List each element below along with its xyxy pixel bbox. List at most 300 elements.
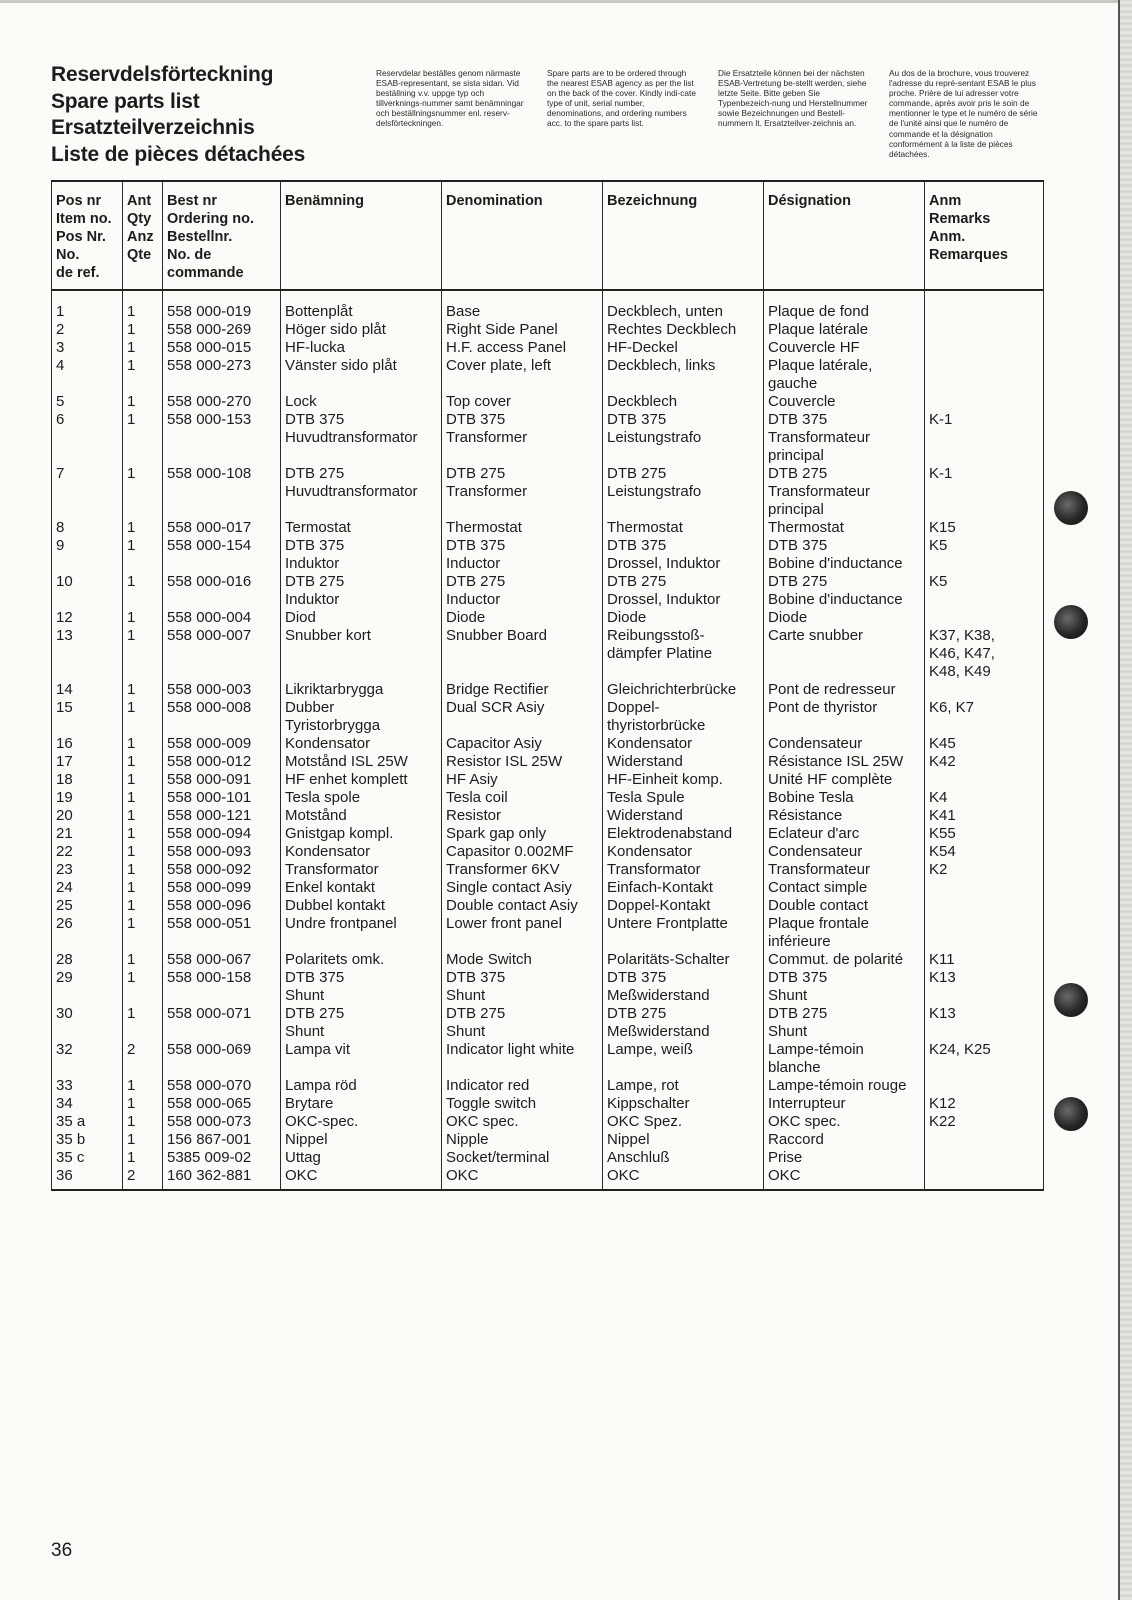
item-name-french: Plaque latérale	[764, 321, 925, 339]
item-position: 10	[52, 573, 123, 609]
item-name-english: DTB 275 Transformer	[442, 465, 603, 519]
item-name-french: DTB 275 Shunt	[764, 1005, 925, 1041]
item-quantity: 1	[123, 843, 163, 861]
item-name-german: Kondensator	[603, 843, 764, 861]
item-remarks: K24, K25	[925, 1041, 1044, 1077]
item-name-german: HF-Deckel	[603, 339, 764, 357]
item-quantity: 1	[123, 897, 163, 915]
table-row	[52, 1149, 1044, 1167]
item-position: 8	[52, 519, 123, 537]
item-name-german: Thermostat	[603, 519, 764, 537]
item-position: 33	[52, 1077, 123, 1095]
item-ordering-number: 558 000-067	[163, 951, 281, 969]
item-name-swedish: Transformator	[281, 861, 442, 879]
item-quantity: 1	[123, 753, 163, 771]
table-row	[52, 681, 1044, 699]
item-name-swedish: Termostat	[281, 519, 442, 537]
item-remarks: K11	[925, 951, 1044, 969]
table-row	[52, 1131, 1044, 1149]
item-name-swedish: Snubber kort	[281, 627, 442, 681]
item-ordering-number: 558 000-158	[163, 969, 281, 1005]
item-position: 35 a	[52, 1113, 123, 1131]
binding-strip	[1118, 0, 1132, 1600]
item-name-french: Eclateur d'arc	[764, 825, 925, 843]
item-name-english: Thermostat	[442, 519, 603, 537]
table-row	[52, 357, 1044, 393]
item-name-english: DTB 375 Shunt	[442, 969, 603, 1005]
item-position: 5	[52, 393, 123, 411]
item-name-swedish: Uttag	[281, 1149, 442, 1167]
item-position: 24	[52, 879, 123, 897]
punch-hole	[1054, 1097, 1088, 1131]
item-name-english: Nipple	[442, 1131, 603, 1149]
column-header-german-name: Bezeichnung	[603, 181, 764, 290]
item-name-german: Gleichrichterbrücke	[603, 681, 764, 699]
item-name-swedish: Vänster sido plåt	[281, 357, 442, 393]
item-position: 34	[52, 1095, 123, 1113]
item-position: 9	[52, 537, 123, 573]
item-quantity: 1	[123, 735, 163, 753]
item-ordering-number: 558 000-093	[163, 843, 281, 861]
item-ordering-number: 558 000-016	[163, 573, 281, 609]
item-name-german: Elektrodenabstand	[603, 825, 764, 843]
page-number: 36	[51, 1540, 73, 1561]
item-remarks	[925, 357, 1044, 393]
item-position: 6	[52, 411, 123, 465]
item-position: 7	[52, 465, 123, 519]
item-quantity: 1	[123, 627, 163, 681]
item-remarks: K42	[925, 753, 1044, 771]
item-name-swedish: DTB 375 Induktor	[281, 537, 442, 573]
column-header-swedish-name: Benämning	[281, 181, 442, 290]
item-name-english: Diode	[442, 609, 603, 627]
table-row	[52, 771, 1044, 789]
item-position: 29	[52, 969, 123, 1005]
item-name-english: Single contact Asiy	[442, 879, 603, 897]
item-name-swedish: Dubber Tyristorbrygga	[281, 699, 442, 735]
item-name-swedish: Enkel kontakt	[281, 879, 442, 897]
item-name-german: Widerstand	[603, 807, 764, 825]
item-name-swedish: Motstånd ISL 25W	[281, 753, 442, 771]
item-remarks	[925, 1077, 1044, 1095]
item-position: 18	[52, 771, 123, 789]
item-name-swedish: OKC-spec.	[281, 1113, 442, 1131]
punch-hole	[1054, 983, 1088, 1017]
item-ordering-number: 558 000-009	[163, 735, 281, 753]
item-position: 4	[52, 357, 123, 393]
item-name-german: DTB 375 Leistungstrafo	[603, 411, 764, 465]
item-name-french: DTB 375 Shunt	[764, 969, 925, 1005]
item-ordering-number: 160 362-881	[163, 1167, 281, 1190]
item-name-french: Lampe-témoin rouge	[764, 1077, 925, 1095]
item-name-french: DTB 275 Transformateur principal	[764, 465, 925, 519]
table-row	[52, 411, 1044, 465]
item-position: 13	[52, 627, 123, 681]
punch-hole	[1054, 605, 1088, 639]
item-name-swedish: Likriktarbrygga	[281, 681, 442, 699]
item-name-english: Resistor ISL 25W	[442, 753, 603, 771]
item-quantity: 1	[123, 771, 163, 789]
item-name-english: DTB 375 Transformer	[442, 411, 603, 465]
table-row	[52, 843, 1044, 861]
item-remarks: K13	[925, 969, 1044, 1005]
item-name-swedish: DTB 375 Shunt	[281, 969, 442, 1005]
item-name-english: Transformer 6KV	[442, 861, 603, 879]
item-name-french: Résistance ISL 25W	[764, 753, 925, 771]
item-ordering-number: 558 000-091	[163, 771, 281, 789]
item-name-english: Indicator red	[442, 1077, 603, 1095]
item-name-german: DTB 375 Drossel, Induktor	[603, 537, 764, 573]
item-name-swedish: DTB 275 Shunt	[281, 1005, 442, 1041]
table-row	[52, 519, 1044, 537]
item-remarks: K37, K38, K46, K47, K48, K49	[925, 627, 1044, 681]
item-quantity: 1	[123, 609, 163, 627]
ordering-note-french: Au dos de la brochure, vous trouverez l'adresse du repré-sentant ESAB le plus proche. Prière de lui adresser votre commande, après avoir pris le soin de mentionner le type et le numéro de série de l'unité ainsi que le numéro de commande et la désignation conformément à la liste de pièces détachées.	[889, 68, 1038, 159]
title-german: Ersatzteilverzeichnis	[51, 116, 255, 139]
item-name-swedish: Brytare	[281, 1095, 442, 1113]
item-remarks	[925, 879, 1044, 897]
item-name-swedish: Lampa vit	[281, 1041, 442, 1077]
item-ordering-number: 558 000-017	[163, 519, 281, 537]
item-name-german: Doppel-Kontakt	[603, 897, 764, 915]
item-remarks: K-1	[925, 411, 1044, 465]
punch-hole	[1054, 491, 1088, 525]
item-remarks: K5	[925, 537, 1044, 573]
item-ordering-number: 558 000-092	[163, 861, 281, 879]
item-name-swedish: DTB 275 Induktor	[281, 573, 442, 609]
item-ordering-number: 558 000-071	[163, 1005, 281, 1041]
item-name-german: Tesla Spule	[603, 789, 764, 807]
column-header-ordering-number: Best nr Ordering no. Bestellnr. No. de commande	[163, 181, 281, 290]
item-name-french: Pont de thyristor	[764, 699, 925, 735]
table-row	[52, 573, 1044, 609]
item-position: 36	[52, 1167, 123, 1190]
table-row	[52, 1041, 1044, 1077]
item-name-german: DTB 275 Drossel, Induktor	[603, 573, 764, 609]
item-position: 19	[52, 789, 123, 807]
item-remarks	[925, 1131, 1044, 1149]
item-name-english: Base	[442, 290, 603, 321]
table-row	[52, 699, 1044, 735]
item-remarks	[925, 1167, 1044, 1190]
item-name-english: Bridge Rectifier	[442, 681, 603, 699]
table-row	[52, 1077, 1044, 1095]
item-name-german: Anschluß	[603, 1149, 764, 1167]
table-body	[52, 290, 1044, 1190]
item-name-french: Plaque de fond	[764, 290, 925, 321]
item-position: 20	[52, 807, 123, 825]
item-quantity: 1	[123, 519, 163, 537]
item-quantity: 1	[123, 290, 163, 321]
item-name-swedish: Diod	[281, 609, 442, 627]
item-name-english: OKC	[442, 1167, 603, 1190]
item-remarks: K4	[925, 789, 1044, 807]
item-ordering-number: 558 000-073	[163, 1113, 281, 1131]
item-ordering-number: 558 000-065	[163, 1095, 281, 1113]
item-name-german: OKC	[603, 1167, 764, 1190]
item-name-english: Snubber Board	[442, 627, 603, 681]
item-name-french: DTB 375 Bobine d'inductance	[764, 537, 925, 573]
item-name-swedish: HF enhet komplett	[281, 771, 442, 789]
item-remarks: K45	[925, 735, 1044, 753]
item-name-german: DTB 275 Leistungstrafo	[603, 465, 764, 519]
item-ordering-number: 558 000-101	[163, 789, 281, 807]
item-quantity: 1	[123, 1095, 163, 1113]
item-name-swedish: Motstånd	[281, 807, 442, 825]
item-quantity: 2	[123, 1167, 163, 1190]
item-name-english: DTB 275 Shunt	[442, 1005, 603, 1041]
item-ordering-number: 558 000-012	[163, 753, 281, 771]
item-name-english: Lower front panel	[442, 915, 603, 951]
item-name-german: OKC Spez.	[603, 1113, 764, 1131]
item-name-english: HF Asiy	[442, 771, 603, 789]
item-name-french: Bobine Tesla	[764, 789, 925, 807]
item-name-german: HF-Einheit komp.	[603, 771, 764, 789]
item-name-english: Resistor	[442, 807, 603, 825]
item-name-german: Diode	[603, 609, 764, 627]
item-position: 35 c	[52, 1149, 123, 1167]
item-remarks: K12	[925, 1095, 1044, 1113]
item-name-english: Cover plate, left	[442, 357, 603, 393]
item-name-french: Diode	[764, 609, 925, 627]
ordering-note-swedish: Reservdelar beställes genom närmaste ESAB-representant, se sista sidan. Vid beställning v.v. uppge typ och tillverknings-nummer samt benämningar och beställningsnummer enl. reserv-delsförteckningen.	[376, 68, 524, 129]
item-ordering-number: 558 000-008	[163, 699, 281, 735]
item-remarks: K5	[925, 573, 1044, 609]
item-remarks	[925, 321, 1044, 339]
item-name-english: Dual SCR Asiy	[442, 699, 603, 735]
table-row	[52, 861, 1044, 879]
item-name-english: Spark gap only	[442, 825, 603, 843]
column-header-french-name: Désignation	[764, 181, 925, 290]
table-row	[52, 609, 1044, 627]
item-ordering-number: 558 000-004	[163, 609, 281, 627]
item-position: 35 b	[52, 1131, 123, 1149]
item-position: 22	[52, 843, 123, 861]
table-row	[52, 753, 1044, 771]
item-name-swedish: DTB 375 Huvudtransformator	[281, 411, 442, 465]
item-quantity: 1	[123, 1149, 163, 1167]
item-name-english: Indicator light white	[442, 1041, 603, 1077]
item-name-german: DTB 375 Meßwiderstand	[603, 969, 764, 1005]
table-row	[52, 969, 1044, 1005]
table-row	[52, 290, 1044, 321]
item-remarks: K-1	[925, 465, 1044, 519]
item-remarks: K2	[925, 861, 1044, 879]
item-quantity: 1	[123, 969, 163, 1005]
item-name-english: Tesla coil	[442, 789, 603, 807]
item-name-french: Condensateur	[764, 735, 925, 753]
item-name-swedish: Lampa röd	[281, 1077, 442, 1095]
item-quantity: 1	[123, 699, 163, 735]
table-row	[52, 825, 1044, 843]
item-name-french: Prise	[764, 1149, 925, 1167]
item-remarks	[925, 290, 1044, 321]
item-name-english: DTB 275 Inductor	[442, 573, 603, 609]
item-name-french: Thermostat	[764, 519, 925, 537]
table-header-row	[52, 181, 1044, 290]
item-name-german: Deckblech, links	[603, 357, 764, 393]
item-name-german: Widerstand	[603, 753, 764, 771]
item-name-french: Couvercle	[764, 393, 925, 411]
table-row	[52, 627, 1044, 681]
item-name-german: Deckblech	[603, 393, 764, 411]
item-remarks: K54	[925, 843, 1044, 861]
item-quantity: 1	[123, 1005, 163, 1041]
item-ordering-number: 558 000-015	[163, 339, 281, 357]
item-ordering-number: 558 000-003	[163, 681, 281, 699]
item-remarks	[925, 1149, 1044, 1167]
item-name-english: Toggle switch	[442, 1095, 603, 1113]
item-name-french: Commut. de polarité	[764, 951, 925, 969]
item-name-french: Contact simple	[764, 879, 925, 897]
item-remarks	[925, 609, 1044, 627]
item-remarks	[925, 771, 1044, 789]
item-ordering-number: 558 000-094	[163, 825, 281, 843]
item-remarks	[925, 681, 1044, 699]
item-position: 16	[52, 735, 123, 753]
table-row	[52, 321, 1044, 339]
item-name-german: DTB 275 Meßwiderstand	[603, 1005, 764, 1041]
table-row	[52, 735, 1044, 753]
item-ordering-number: 558 000-096	[163, 897, 281, 915]
item-name-french: Unité HF complète	[764, 771, 925, 789]
item-ordering-number: 558 000-108	[163, 465, 281, 519]
item-remarks: K6, K7	[925, 699, 1044, 735]
table-row	[52, 879, 1044, 897]
item-name-english: Double contact Asiy	[442, 897, 603, 915]
column-header-position: Pos nr Item no. Pos Nr. No. de ref.	[52, 181, 123, 290]
table-row	[52, 537, 1044, 573]
item-remarks: K55	[925, 825, 1044, 843]
item-quantity: 1	[123, 915, 163, 951]
title-swedish: Reservdelsförteckning	[51, 63, 274, 86]
item-name-swedish: Polaritets omk.	[281, 951, 442, 969]
item-remarks: K41	[925, 807, 1044, 825]
item-name-english: Right Side Panel	[442, 321, 603, 339]
table-row	[52, 339, 1044, 357]
title-french: Liste de pièces détachées	[51, 142, 306, 166]
item-ordering-number: 558 000-051	[163, 915, 281, 951]
item-name-english: OKC spec.	[442, 1113, 603, 1131]
item-name-german: Rechtes Deckblech	[603, 321, 764, 339]
item-name-swedish: HF-lucka	[281, 339, 442, 357]
item-name-english: Top cover	[442, 393, 603, 411]
item-name-swedish: DTB 275 Huvudtransformator	[281, 465, 442, 519]
item-name-english: Capacitor Asiy	[442, 735, 603, 753]
item-quantity: 2	[123, 1041, 163, 1077]
item-name-swedish: Kondensator	[281, 843, 442, 861]
item-name-swedish: Dubbel kontakt	[281, 897, 442, 915]
ordering-note-german: Die Ersatzteile können bei der nächsten ESAB-Vertretung be-stellt werden, siehe letzte Seite. Bitte geben Sie Typenbezeich-nung und Herstellnummer sowie Bezeichnungen und Bestell-nummern lt. Ersatzteilver-zeichnis an.	[718, 68, 868, 129]
item-position: 32	[52, 1041, 123, 1077]
table-row	[52, 1167, 1044, 1190]
item-quantity: 1	[123, 465, 163, 519]
item-name-german: Kondensator	[603, 735, 764, 753]
item-remarks: K22	[925, 1113, 1044, 1131]
item-ordering-number: 558 000-070	[163, 1077, 281, 1095]
item-quantity: 1	[123, 321, 163, 339]
table-row	[52, 1005, 1044, 1041]
item-ordering-number: 558 000-007	[163, 627, 281, 681]
item-name-french: Double contact	[764, 897, 925, 915]
page-top-edge	[0, 0, 1132, 3]
item-name-french: Transformateur	[764, 861, 925, 879]
item-position: 15	[52, 699, 123, 735]
item-ordering-number: 558 000-273	[163, 357, 281, 393]
item-name-french: DTB 375 Transformateur principal	[764, 411, 925, 465]
table-row	[52, 393, 1044, 411]
item-name-french: Condensateur	[764, 843, 925, 861]
item-name-french: Couvercle HF	[764, 339, 925, 357]
item-quantity: 1	[123, 393, 163, 411]
table-row	[52, 807, 1044, 825]
item-name-swedish: Höger sido plåt	[281, 321, 442, 339]
item-name-french: Lampe-témoin blanche	[764, 1041, 925, 1077]
title-block	[51, 62, 305, 168]
item-ordering-number: 558 000-121	[163, 807, 281, 825]
item-quantity: 1	[123, 951, 163, 969]
item-remarks	[925, 393, 1044, 411]
item-name-swedish: Gnistgap kompl.	[281, 825, 442, 843]
item-position: 2	[52, 321, 123, 339]
item-quantity: 1	[123, 1131, 163, 1149]
item-name-german: Lampe, weiß	[603, 1041, 764, 1077]
item-ordering-number: 558 000-153	[163, 411, 281, 465]
column-header-quantity: Ant Qty Anz Qte	[123, 181, 163, 290]
table-row	[52, 1095, 1044, 1113]
item-quantity: 1	[123, 807, 163, 825]
item-remarks	[925, 339, 1044, 357]
item-name-german: Deckblech, unten	[603, 290, 764, 321]
item-ordering-number: 558 000-019	[163, 290, 281, 321]
spare-parts-table	[51, 180, 1044, 1191]
item-name-swedish: Kondensator	[281, 735, 442, 753]
item-name-german: Transformator	[603, 861, 764, 879]
item-name-german: Reibungsstoß- dämpfer Platine	[603, 627, 764, 681]
item-name-english: Mode Switch	[442, 951, 603, 969]
item-quantity: 1	[123, 339, 163, 357]
item-quantity: 1	[123, 1077, 163, 1095]
item-name-swedish: OKC	[281, 1167, 442, 1190]
item-quantity: 1	[123, 1113, 163, 1131]
table-row	[52, 897, 1044, 915]
item-name-english: DTB 375 Inductor	[442, 537, 603, 573]
item-quantity: 1	[123, 411, 163, 465]
item-position: 28	[52, 951, 123, 969]
item-ordering-number: 558 000-269	[163, 321, 281, 339]
table-row	[52, 789, 1044, 807]
item-position: 30	[52, 1005, 123, 1041]
item-name-french: DTB 275 Bobine d'inductance	[764, 573, 925, 609]
item-quantity: 1	[123, 789, 163, 807]
item-name-german: Kippschalter	[603, 1095, 764, 1113]
item-quantity: 1	[123, 681, 163, 699]
item-name-german: Einfach-Kontakt	[603, 879, 764, 897]
item-name-swedish: Tesla spole	[281, 789, 442, 807]
item-ordering-number: 558 000-154	[163, 537, 281, 573]
title-english: Spare parts list	[51, 89, 200, 113]
item-name-french: OKC spec.	[764, 1113, 925, 1131]
item-ordering-number: 558 000-099	[163, 879, 281, 897]
item-name-german: Polaritäts-Schalter	[603, 951, 764, 969]
item-remarks	[925, 897, 1044, 915]
item-name-french: Résistance	[764, 807, 925, 825]
item-position: 14	[52, 681, 123, 699]
item-position: 3	[52, 339, 123, 357]
item-name-english: Capasitor 0.002MF	[442, 843, 603, 861]
ordering-note-english: Spare parts are to be ordered through the nearest ESAB agency as per the list on the back of the cover. Kindly indi-cate type of unit, serial number, denominations, and ordering numbers acc. to the spare parts list.	[547, 68, 696, 129]
column-header-english-name: Denomination	[442, 181, 603, 290]
